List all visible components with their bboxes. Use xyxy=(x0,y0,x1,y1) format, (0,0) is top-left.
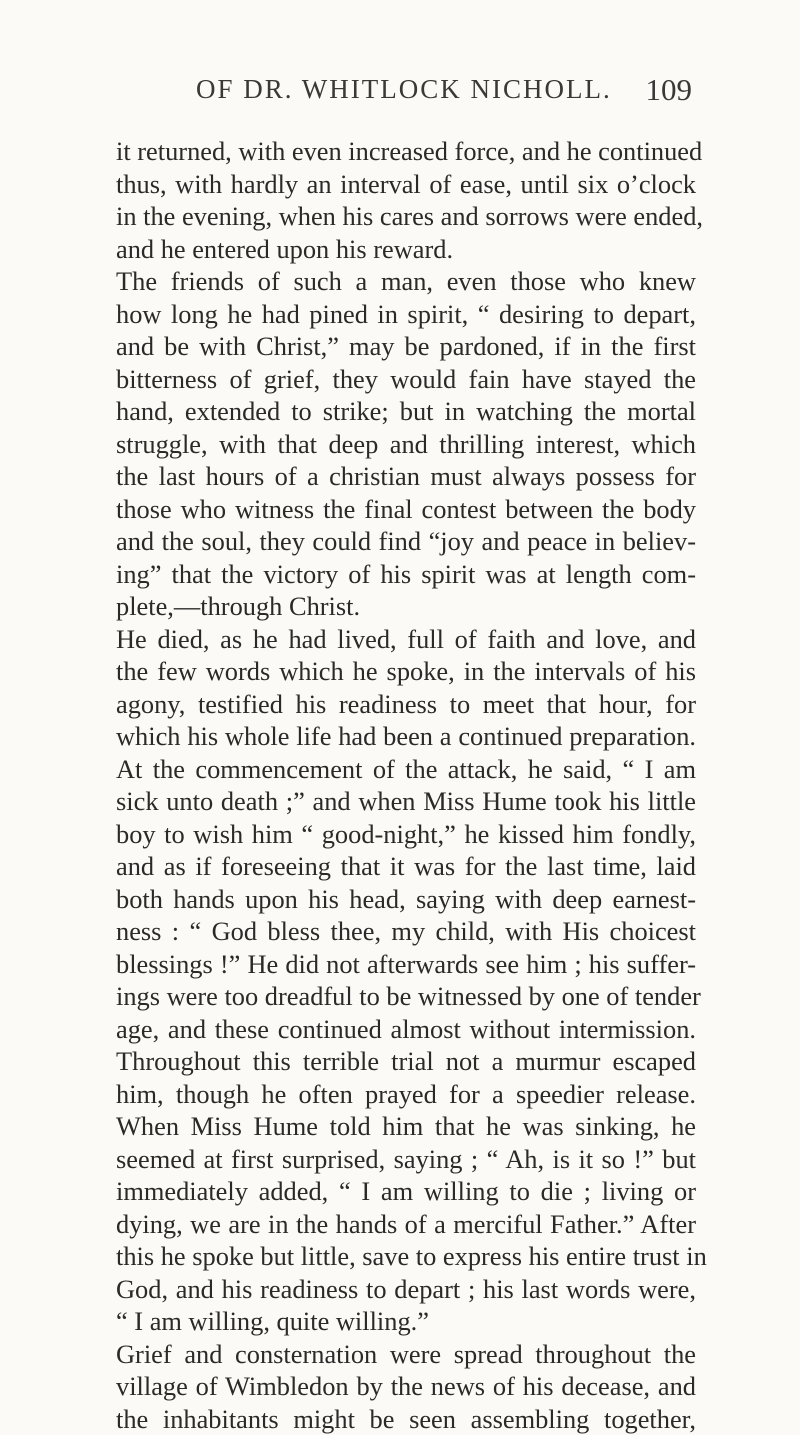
text-line: agony, testified his readiness to meet that hour, for xyxy=(116,688,696,721)
text-line: both hands upon his head, saying with deep earnest- xyxy=(116,883,696,916)
text-line: struggle, with that deep and thrilling interest, which xyxy=(116,428,696,461)
text-line: sick unto death ;” and when Miss Hume took his little xyxy=(116,785,696,818)
text-line: boy to wish him “ good-night,” he kissed him fondly, xyxy=(116,818,696,851)
text-line: the last hours of a christian must always possess for xyxy=(116,460,696,493)
text-line: God, and his readiness to depart ; his last words were, xyxy=(116,1273,696,1306)
text-line: and the soul, they could find “joy and peace in believ- xyxy=(116,525,696,558)
body-text xyxy=(116,135,696,1435)
text-line: and he entered upon his reward. xyxy=(116,233,696,266)
running-head: OF DR. WHITLOCK NICHOLL. xyxy=(196,74,612,105)
text-line: it returned, with even increased force, and he continued xyxy=(116,135,696,168)
text-line: immediately added, “ I am willing to die ; living or xyxy=(116,1175,696,1208)
text-line: dying, we are in the hands of a merciful Father.” After xyxy=(116,1208,696,1241)
text-line: At the commencement of the attack, he said, “ I am xyxy=(116,753,696,786)
text-line: those who witness the final contest between the body xyxy=(116,493,696,526)
text-line: ing” that the victory of his spirit was at length com- xyxy=(116,558,696,591)
text-line: which his whole life had been a continued preparation. xyxy=(116,720,696,753)
page-number: 109 xyxy=(646,72,693,108)
text-line: Throughout this terrible trial not a murmur escaped xyxy=(116,1045,696,1078)
text-line: seemed at first surprised, saying ; “ Ah, is it so !” but xyxy=(116,1143,696,1176)
text-line: how long he had pined in spirit, “ desiring to depart, xyxy=(116,298,696,331)
text-line: ness : “ God bless thee, my child, with His choicest xyxy=(116,915,696,948)
text-line: “ I am willing, quite willing.” xyxy=(116,1305,696,1338)
text-line: him, though he often prayed for a speedier release. xyxy=(116,1078,696,1111)
text-line: When Miss Hume told him that he was sinking, he xyxy=(116,1110,696,1143)
page-header xyxy=(116,74,692,114)
text-line: He died, as he had lived, full of faith and love, and xyxy=(116,623,696,656)
text-line: Grief and consternation were spread throughout the xyxy=(116,1338,696,1371)
text-line: plete,—through Christ. xyxy=(116,590,696,623)
text-line: the inhabitants might be seen assembling together, xyxy=(116,1403,696,1435)
text-line: age, and these continued almost without intermission. xyxy=(116,1013,696,1046)
text-line: The friends of such a man, even those who knew xyxy=(116,265,696,298)
text-line: and as if foreseeing that it was for the last time, laid xyxy=(116,850,696,883)
text-line: in the evening, when his cares and sorrows were ended, xyxy=(116,200,696,233)
text-line: blessings !” He did not afterwards see him ; his suffer- xyxy=(116,948,696,981)
text-line: village of Wimbledon by the news of his decease, and xyxy=(116,1370,696,1403)
text-line: this he spoke but little, save to express his entire trust in xyxy=(116,1240,696,1273)
text-line: hand, extended to strike; but in watching the mortal xyxy=(116,395,696,428)
text-line: and be with Christ,” may be pardoned, if in the first xyxy=(116,330,696,363)
text-line: the few words which he spoke, in the intervals of his xyxy=(116,655,696,688)
text-line: bitterness of grief, they would fain have stayed the xyxy=(116,363,696,396)
text-line: ings were too dreadful to be witnessed by one of tender xyxy=(116,980,696,1013)
text-line: thus, with hardly an interval of ease, until six o’clock xyxy=(116,168,696,201)
